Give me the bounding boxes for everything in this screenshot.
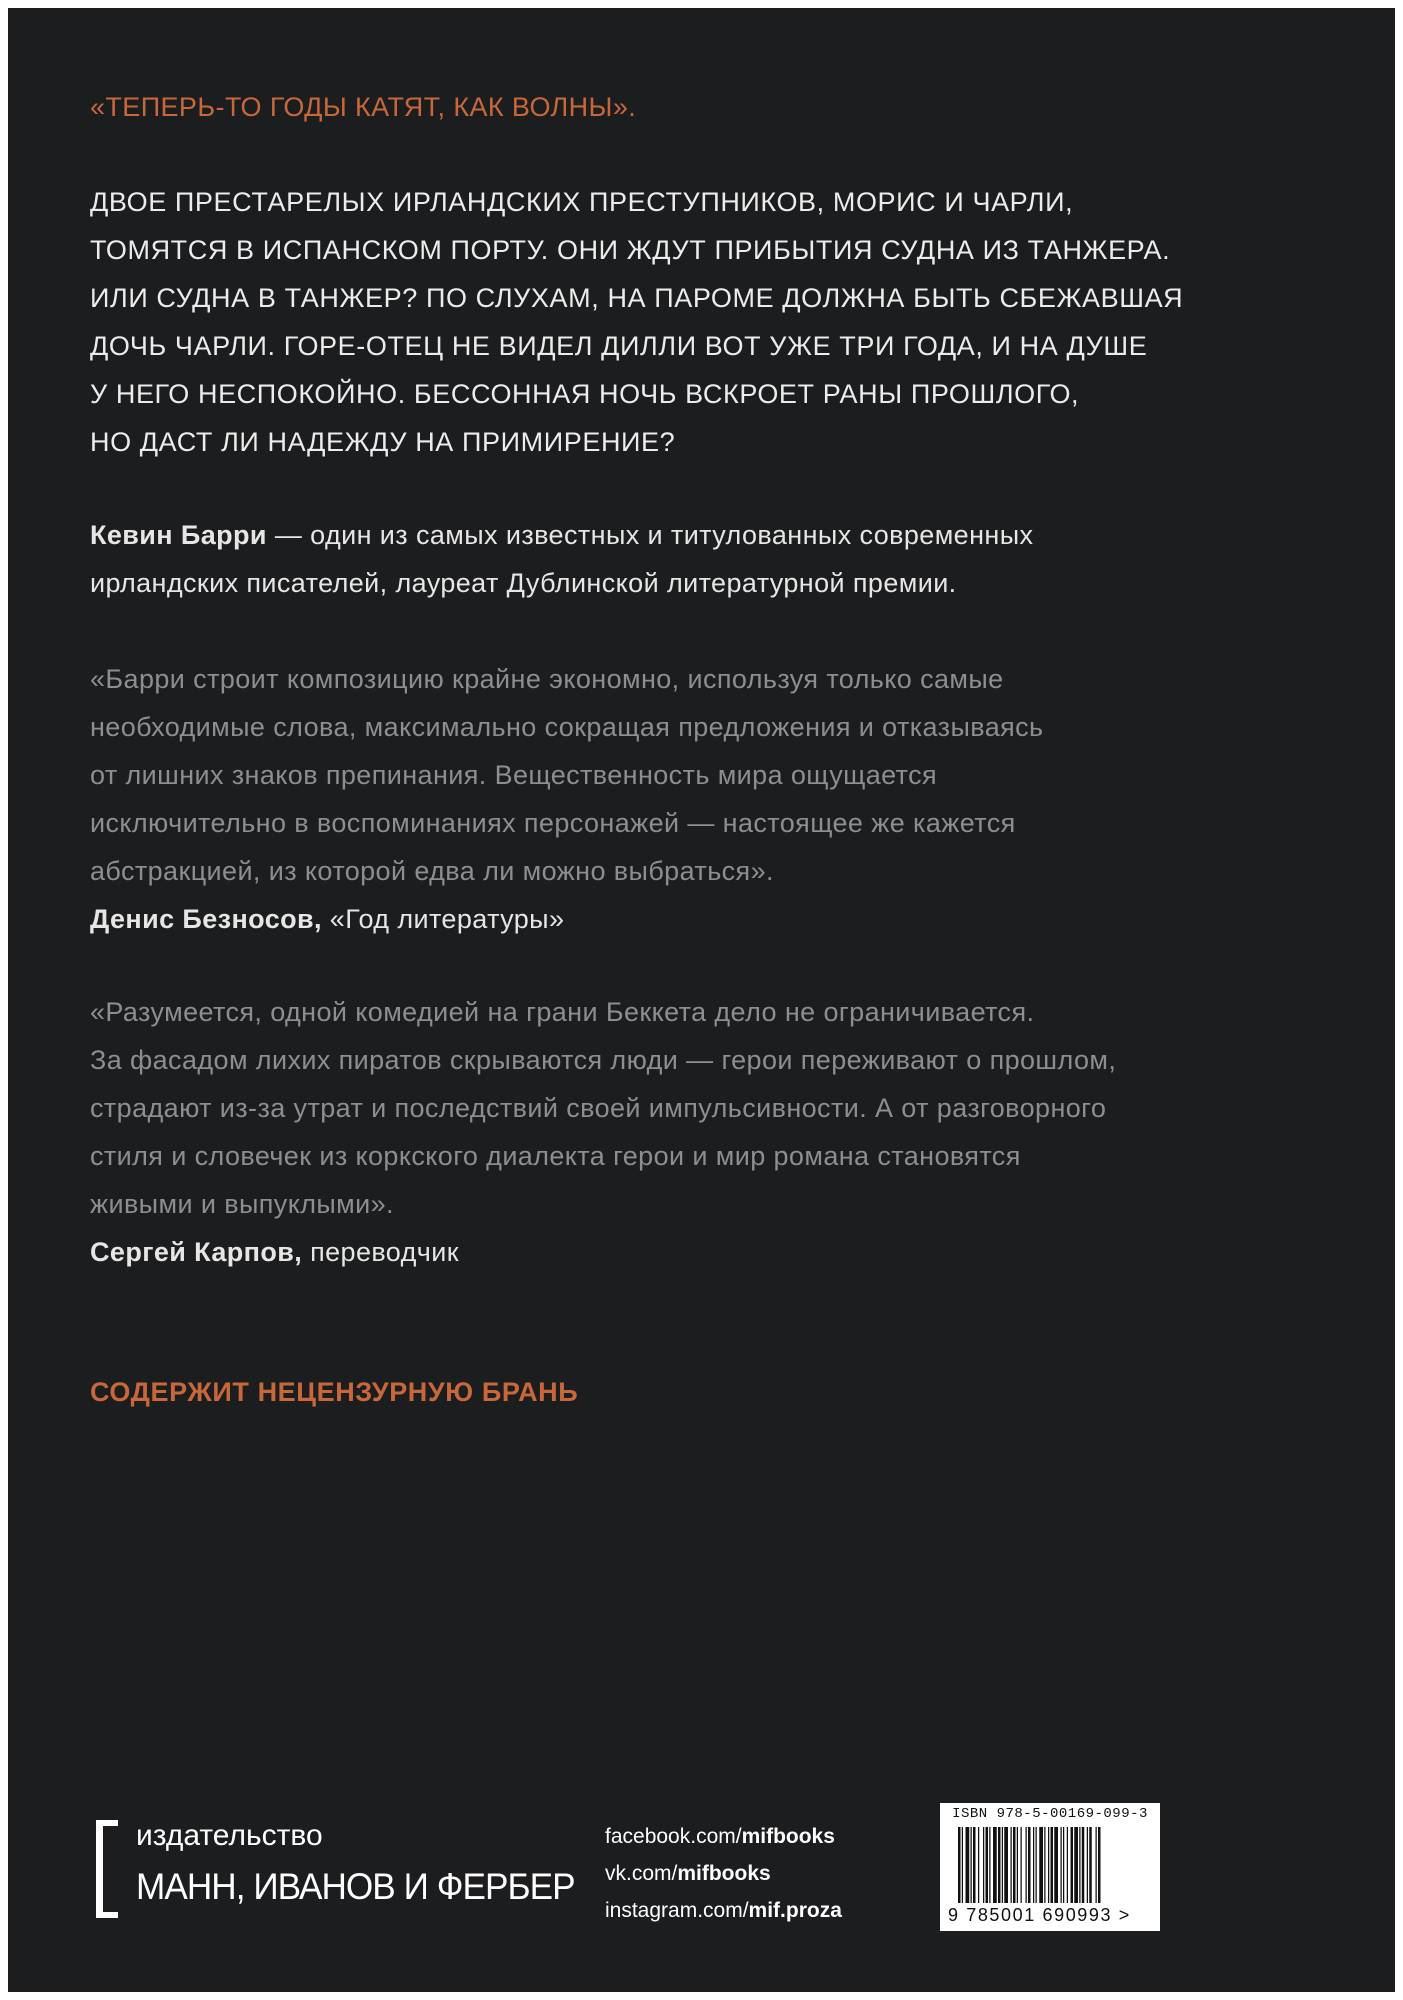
barcode-bar [1089, 1827, 1092, 1903]
review-quote [90, 988, 1190, 1276]
author-bio [90, 511, 1190, 607]
quote-line: «Разумеется, одной комедией на грани Беккета дело не ограничивается. [90, 997, 1035, 1027]
social-prefix: instagram.com/ [605, 1899, 749, 1922]
barcode-bar [1074, 1827, 1078, 1903]
barcode-bar [1067, 1827, 1068, 1903]
tagline-text: «ТЕПЕРЬ-ТО ГОДЫ КАТЯТ, КАК ВОЛНЫ». [90, 92, 637, 122]
barcode-bar [962, 1827, 963, 1903]
isbn-label: ISBN 978-5-00169-099-3 [952, 1806, 1148, 1822]
barcode-bar [1048, 1827, 1049, 1903]
quote-author: Сергей Карпов, [90, 1237, 303, 1267]
barcode-bar [989, 1827, 990, 1903]
publisher-label: издательство [136, 1819, 323, 1852]
barcode-bar [993, 1827, 997, 1903]
quote-line: «Барри строит композицию крайне экономно, используя только самые [90, 664, 1004, 694]
quote-line: живыми и выпуклыми». [90, 1189, 394, 1219]
barcode-bar [1036, 1827, 1037, 1903]
social-prefix: facebook.com/ [605, 1825, 742, 1848]
barcode-bars [958, 1827, 1146, 1903]
social-handle: mifbooks [741, 1825, 835, 1848]
barcode-bar [1004, 1827, 1008, 1903]
content-warning [90, 1368, 1190, 1416]
isbn-barcode [940, 1803, 1160, 1931]
review-quote [90, 655, 1190, 943]
quote-line: от лишних знаков препинания. Вещественность мира ощущается [90, 760, 938, 790]
synopsis [90, 178, 1190, 466]
barcode-bar [1071, 1827, 1074, 1903]
barcode-bar [1033, 1827, 1034, 1903]
tagline [90, 83, 1190, 131]
barcode-bar [1044, 1827, 1045, 1903]
barcode-bar [958, 1827, 961, 1903]
bracket-logo-mark [96, 1820, 118, 1918]
quote-line: исключительно в воспоминаниях персонажей — настоящее же кажется [90, 808, 1016, 838]
barcode-bar [1096, 1827, 1097, 1903]
social-link-instagram[interactable] [605, 1892, 842, 1929]
book-back-cover [8, 8, 1395, 1992]
barcode-bar [983, 1827, 984, 1903]
quote-line: абстракцией, из которой едва ли можно выбраться». [90, 856, 774, 886]
barcode-bar [1017, 1827, 1018, 1903]
author-bio-text: — один из самых известных и титулованных современных [266, 520, 1034, 550]
barcode-bar [1026, 1827, 1027, 1903]
synopsis-line: ДВОЕ ПРЕСТАРЕЛЫХ ИРЛАНДСКИХ ПРЕСТУПНИКОВ, МОРИС И ЧАРЛИ, [90, 187, 1074, 217]
barcode-bar [1098, 1827, 1101, 1903]
barcode-bar [1079, 1827, 1080, 1903]
barcode-bar [1021, 1827, 1022, 1903]
quote-line: стиля и словечек из коркского диалекта герои и мир романа становятся [90, 1141, 1021, 1171]
quote-author: Денис Безносов, [90, 904, 322, 934]
barcode-bar [1087, 1827, 1088, 1903]
author-bio-line: ирландских писателей, лауреат Дублинской литературной премии. [90, 568, 957, 598]
quote-source: переводчик [302, 1237, 459, 1267]
barcode-bar [1002, 1827, 1003, 1903]
barcode-bar [1028, 1827, 1031, 1903]
publisher-name: МАНН, ИВАНОВ И ФЕРБЕР [136, 1866, 575, 1907]
quote-attribution [90, 1228, 1190, 1276]
quote-attribution [90, 895, 1190, 943]
quote-line: страдают из-за утрат и последствий своей импульсивности. А от разговорного [90, 1093, 1107, 1123]
social-handle: mif.proza [748, 1899, 842, 1922]
barcode-bar [1013, 1827, 1016, 1903]
quote-line: необходимые слова, максимально сокращая предложения и отказываясь [90, 712, 1044, 742]
quote-line: За фасадом лихих пиратов скрываются люди — герои переживают о прошлом, [90, 1045, 1117, 1075]
synopsis-line: НО ДАСТ ЛИ НАДЕЖДУ НА ПРИМИРЕНИЕ? [90, 427, 676, 457]
barcode-bar [998, 1827, 1001, 1903]
author-bio-line [90, 511, 1190, 559]
barcode-bar [1051, 1827, 1054, 1903]
barcode-bar [1039, 1827, 1043, 1903]
barcode-digits: 9 785001 690993 > [948, 1905, 1131, 1925]
barcode-bar [1082, 1827, 1085, 1903]
synopsis-line: У НЕГО НЕСПОКОЙНО. БЕССОННАЯ НОЧЬ ВСКРОЕТ РАНЫ ПРОШЛОГО, [90, 379, 1080, 409]
barcode-bar [1063, 1827, 1064, 1903]
barcode-bar [973, 1827, 976, 1903]
barcode-bar [978, 1827, 979, 1903]
synopsis-line: ТОМЯТСЯ В ИСПАНСКОМ ПОРТУ. ОНИ ЖДУТ ПРИБЫТИЯ СУДНА ИЗ ТАНЖЕРА. [90, 235, 1171, 265]
quote-source: «Год литературы» [321, 904, 565, 934]
barcode-bar [1011, 1827, 1012, 1903]
barcode-bar [986, 1827, 989, 1903]
content-warning-text: СОДЕРЖИТ НЕЦЕНЗУРНУЮ БРАНЬ [90, 1377, 579, 1407]
barcode-bar [1054, 1827, 1058, 1903]
social-links [605, 1818, 842, 1929]
social-prefix: vk.com/ [605, 1862, 678, 1885]
barcode-bar [971, 1827, 972, 1903]
social-link-vk[interactable] [605, 1855, 842, 1892]
synopsis-line: ДОЧЬ ЧАРЛИ. ГОРЕ-ОТЕЦ НЕ ВИДЕЛ ДИЛЛИ ВОТ УЖЕ ТРИ ГОДА, И НА ДУШЕ [90, 331, 1148, 361]
synopsis-line: ИЛИ СУДНА В ТАНЖЕР? ПО СЛУХАМ, НА ПАРОМЕ ДОЛЖНА БЫТЬ СБЕЖАВШАЯ [90, 283, 1184, 313]
social-handle: mifbooks [677, 1862, 771, 1885]
barcode-bar [966, 1827, 970, 1903]
author-name: Кевин Барри [90, 520, 267, 550]
barcode-bar [1061, 1827, 1062, 1903]
social-link-facebook[interactable] [605, 1818, 842, 1855]
